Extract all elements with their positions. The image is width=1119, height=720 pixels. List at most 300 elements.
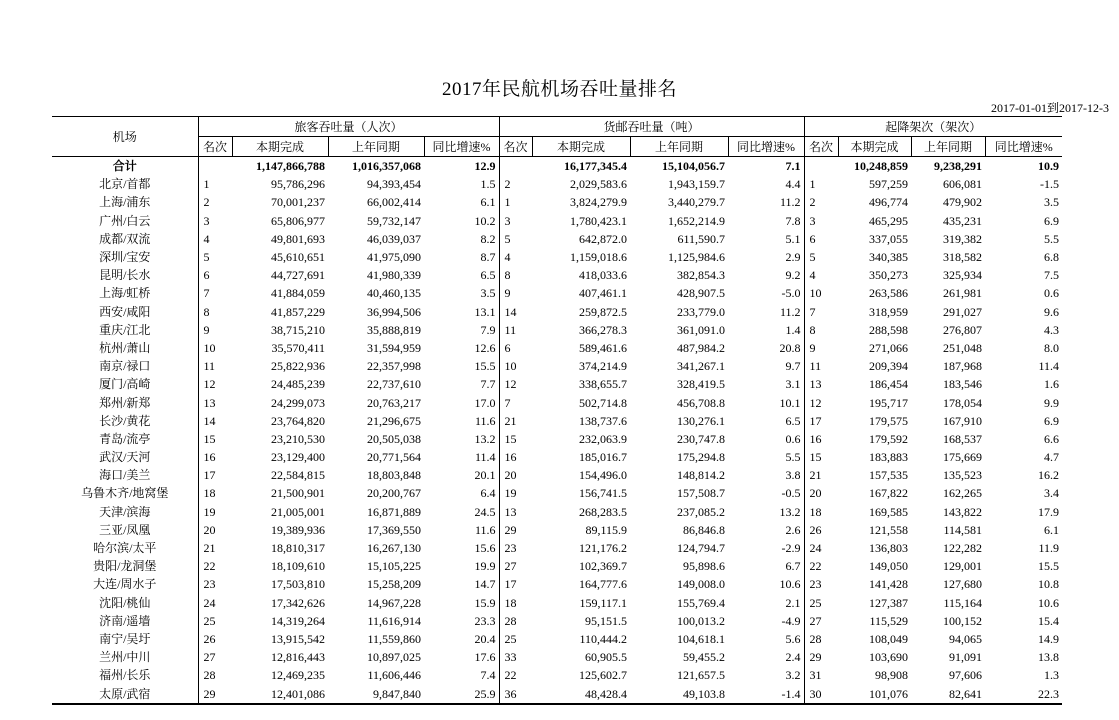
cargo-current-header: 本期完成 [532,137,630,157]
airport-name: 深圳/宝安 [99,250,151,265]
passenger-current: 12,816,443 [271,650,325,665]
table-row [52,303,1062,321]
airport-name: 广州/白云 [99,213,151,228]
flight-current: 103,690 [869,650,909,665]
passenger-current: 14,319,264 [271,613,325,628]
passenger-current: 41,857,229 [271,304,325,319]
flight-rank: 3 [804,212,838,230]
passenger-current: 35,570,411 [271,340,325,355]
passenger-rank: 5 [198,248,232,266]
airport-name: 郑州/新郑 [99,395,151,410]
passenger-growth: 14.7 [474,577,496,592]
flight-current-header: 本期完成 [838,137,911,157]
passenger-current: 13,915,542 [271,631,325,646]
table-row [52,630,1062,648]
cargo-rank: 25 [499,630,532,648]
passenger-previous: 11,616,914 [367,613,421,628]
passenger-rank: 15 [198,430,232,448]
passenger-growth: 15.9 [474,595,496,610]
passenger-previous: 10,897,025 [367,650,421,665]
passenger-rank: 17 [198,466,232,484]
cargo-previous: 428,907.5 [677,286,726,301]
cargo-rank: 28 [499,612,532,630]
table-row [52,594,1062,612]
passenger-growth: 8.2 [480,231,496,246]
flight-growth: 3.5 [1044,195,1060,210]
flight-current: 337,055 [869,231,909,246]
cargo-growth: 3.8 [785,468,801,483]
airport-name: 济南/遥墙 [99,613,151,628]
cargo-current: 121,176.2 [579,541,628,556]
cargo-previous: 3,440,279.7 [668,195,726,210]
cargo-rank: 4 [499,248,532,266]
flight-previous: 325,934 [943,268,983,283]
cargo-growth: 10.1 [779,395,801,410]
airport-name: 海口/美兰 [99,468,151,483]
passenger-previous: 20,200,767 [367,486,421,501]
airport-name: 福州/长乐 [99,668,151,683]
passenger-rank: 16 [198,448,232,466]
passenger-current: 12,401,086 [232,684,328,703]
cargo-current: 138,737.6 [579,413,628,428]
passenger-rank: 14 [198,412,232,430]
passenger-current: 24,299,073 [271,395,325,410]
cargo-rank: 21 [499,412,532,430]
flight-previous: 82,641 [911,684,985,703]
cargo-rank: 20 [499,466,532,484]
airport-name: 武汉/天河 [99,450,151,465]
flight-rank: 30 [804,684,838,703]
passenger-current: 18,810,317 [271,541,325,556]
total-passenger-growth: 12.9 [474,159,496,174]
passenger-previous: 15,105,225 [367,559,421,574]
airport-name: 兰州/中川 [99,650,151,665]
cargo-growth: -4.9 [781,613,801,628]
flight-rank: 28 [804,630,838,648]
flight-group-header: 起降架次（架次） [804,117,1062,137]
flight-current: 98,908 [875,668,909,683]
passenger-rank: 24 [198,594,232,612]
passenger-growth: 20.1 [474,468,496,483]
cargo-growth: 11.2 [779,304,801,319]
table-row [52,248,1062,266]
flight-rank: 22 [804,557,838,575]
flight-previous: 135,523 [943,468,983,483]
passenger-growth: 19.9 [474,559,496,574]
flight-current: 318,959 [869,304,909,319]
airport-name: 上海/浦东 [99,195,151,210]
cargo-current: 502,714.8 [579,395,628,410]
cargo-previous: 230,747.8 [677,431,726,446]
passenger-growth: 11.4 [474,450,496,465]
flight-growth: 4.3 [1044,322,1060,337]
airport-name: 哈尔滨/太平 [93,541,157,556]
passenger-current: 44,727,691 [271,268,325,283]
cargo-current: 95,151.5 [585,613,628,628]
flight-previous: 122,282 [943,541,983,556]
passenger-rank: 20 [198,521,232,539]
flight-growth: 6.6 [1044,431,1060,446]
passenger-rank: 13 [198,393,232,411]
flight-rank: 23 [804,575,838,593]
table-row [52,539,1062,557]
cargo-growth: 2.9 [785,250,801,265]
flight-current: 141,428 [869,577,909,592]
airport-name: 三亚/凤凰 [99,522,151,537]
passenger-rank: 19 [198,503,232,521]
passenger-rank: 26 [198,630,232,648]
cargo-previous: 59,455.2 [683,650,726,665]
cargo-previous: 148,814.2 [677,468,726,483]
total-passenger-previous: 1,016,357,068 [352,159,421,174]
flight-previous: 143,822 [943,504,983,519]
flight-growth: 11.9 [1038,541,1060,556]
flight-previous: 100,152 [943,613,983,628]
flight-previous: 318,582 [943,250,983,265]
flight-growth: 1.6 [1044,377,1060,392]
flight-current: 169,585 [869,504,909,519]
passenger-previous: 59,732,147 [367,213,421,228]
cargo-current: 374,214.9 [579,359,628,374]
airport-ranking-table [52,116,1062,705]
cargo-growth: 6.7 [785,559,801,574]
cargo-previous: 456,708.8 [677,395,726,410]
cargo-growth: 9.7 [785,359,801,374]
flight-rank: 5 [804,248,838,266]
date-range: 2017-01-01到2017-12-3 [991,101,1109,115]
cargo-previous: 487,984.2 [677,340,726,355]
table-row [52,339,1062,357]
flight-growth: 17.9 [1038,504,1060,519]
total-flight-current: 10,248,859 [854,159,909,174]
passenger-previous: 20,763,217 [367,395,421,410]
flight-rank: 6 [804,230,838,248]
flight-growth: 6.8 [1044,250,1060,265]
passenger-growth: 17.0 [474,395,496,410]
passenger-growth: 3.5 [480,286,496,301]
flight-previous: 127,680 [943,577,983,592]
cargo-growth: 6.5 [785,413,801,428]
total-cargo-growth: 7.1 [785,159,801,174]
flight-growth: 6.9 [1044,213,1060,228]
airport-name: 上海/虹桥 [99,286,151,301]
cargo-current: 259,872.5 [579,304,628,319]
flight-rank: 4 [804,266,838,284]
cargo-rank: 18 [499,594,532,612]
passenger-growth: 15.5 [474,359,496,374]
cargo-previous: 149,008.0 [677,577,726,592]
flight-current: 179,575 [869,413,909,428]
flight-previous: 94,065 [949,631,983,646]
cargo-current: 642,872.0 [579,231,628,246]
cargo-rank: 6 [499,339,532,357]
passenger-previous: 16,871,889 [367,504,421,519]
page-title: 2017年民航机场吞吐量排名 [441,79,677,100]
cargo-current: 89,115.9 [585,522,628,537]
total-row [52,157,1062,176]
cargo-growth: 3.1 [785,377,801,392]
passenger-growth: 17.6 [474,650,496,665]
passenger-growth: 1.5 [480,177,496,192]
passenger-growth: 24.5 [474,504,496,519]
passenger-growth: 12.6 [474,340,496,355]
passenger-growth: 11.6 [474,522,496,537]
flight-current: 263,586 [869,286,909,301]
total-flight-previous: 9,238,291 [934,159,983,174]
cargo-current: 1,780,423.1 [570,213,628,228]
cargo-growth: 5.1 [785,231,801,246]
passenger-growth: 8.7 [480,250,496,265]
flight-rank: 8 [804,321,838,339]
cargo-rank: 10 [499,357,532,375]
flight-growth: 15.5 [1038,559,1060,574]
flight-current: 195,717 [869,395,909,410]
cargo-previous: 104,618.1 [677,631,726,646]
passenger-growth: 13.1 [474,304,496,319]
cargo-growth: 20.8 [779,340,801,355]
table-row [52,575,1062,593]
passenger-rank: 9 [198,321,232,339]
passenger-rank: 3 [198,212,232,230]
flight-previous: 129,001 [943,559,983,574]
flight-rank: 16 [804,430,838,448]
flight-rank: 29 [804,648,838,666]
cargo-current: 156,741.5 [579,486,628,501]
cargo-growth: 2.1 [785,595,801,610]
flight-growth: 6.9 [1044,413,1060,428]
passenger-current: 21,005,001 [271,504,325,519]
cargo-current: 164,777.6 [579,577,628,592]
cargo-rank: 5 [499,230,532,248]
passenger-current: 95,786,296 [271,177,325,192]
flight-rank: 15 [804,448,838,466]
cargo-growth: -1.4 [728,684,804,703]
table-row [52,212,1062,230]
table-row [52,266,1062,284]
cargo-current: 268,283.5 [579,504,628,519]
flight-current: 121,558 [869,522,909,537]
flight-growth: 6.1 [1044,522,1060,537]
table-row [52,521,1062,539]
table-row [52,448,1062,466]
passenger-previous: 16,267,130 [367,541,421,556]
flight-growth: 8.0 [1044,340,1060,355]
passenger-rank: 23 [198,575,232,593]
flight-previous: 276,807 [943,322,983,337]
table-row [52,321,1062,339]
flight-previous: 114,581 [943,522,983,537]
flight-current: 597,259 [869,177,909,192]
flight-growth: 5.5 [1044,231,1060,246]
flight-rank: 26 [804,521,838,539]
table-row [52,393,1062,411]
passenger-current: 23,210,530 [271,431,325,446]
passenger-growth: 11.6 [474,413,496,428]
passenger-rank-header: 名次 [198,137,232,157]
flight-growth: 10.6 [1038,595,1060,610]
flight-previous: 97,606 [949,668,983,683]
passenger-previous: 94,393,454 [367,177,421,192]
airport-name: 西安/咸阳 [99,304,151,319]
flight-rank: 7 [804,303,838,321]
cargo-previous: 237,085.2 [677,504,726,519]
cargo-previous: 100,013.2 [677,613,726,628]
cargo-rank: 17 [499,575,532,593]
table-row [52,648,1062,666]
airport-name: 青岛/流亭 [99,431,151,446]
table-row [52,466,1062,484]
cargo-rank: 8 [499,266,532,284]
flight-current: 271,066 [869,340,909,355]
flight-rank: 10 [804,284,838,302]
cargo-previous: 86,846.8 [683,522,726,537]
passenger-rank: 1 [198,175,232,193]
flight-current: 179,592 [869,431,909,446]
airport-name: 南京/禄口 [99,359,151,374]
cargo-rank: 14 [499,303,532,321]
cargo-rank: 3 [499,212,532,230]
passenger-rank: 6 [198,266,232,284]
cargo-growth: 9.2 [785,268,801,283]
table-row [52,666,1062,684]
cargo-growth: 0.6 [785,431,801,446]
cargo-rank: 2 [499,175,532,193]
passenger-growth: 6.1 [480,195,496,210]
cargo-growth-header: 同比增速% [728,137,804,157]
flight-current: 288,598 [869,322,909,337]
table-row [52,375,1062,393]
flight-previous: 175,669 [943,450,983,465]
airport-name: 乌鲁木齐/地窝堡 [81,486,169,501]
cargo-previous: 121,657.5 [677,668,726,683]
passenger-current: 17,503,810 [271,577,325,592]
table-row [52,430,1062,448]
flight-growth: 16.2 [1038,468,1060,483]
cargo-growth: 11.2 [779,195,801,210]
flight-previous: 251,048 [943,340,983,355]
airport-name: 长沙/黄花 [99,413,151,428]
flight-growth: 3.4 [1044,486,1060,501]
flight-previous: 606,081 [943,177,983,192]
passenger-current: 18,109,610 [271,559,325,574]
airport-header: 机场 [52,117,198,157]
flight-previous: 479,902 [943,195,983,210]
cargo-rank: 36 [499,684,532,703]
passenger-growth: 10.2 [474,213,496,228]
flight-rank: 31 [804,666,838,684]
flight-previous: 115,164 [943,595,983,610]
passenger-current: 23,129,400 [271,450,325,465]
passenger-current: 22,584,815 [271,468,325,483]
flight-rank: 25 [804,594,838,612]
cargo-growth: 2.6 [785,522,801,537]
total-label: 合计 [112,159,137,174]
passenger-rank: 4 [198,230,232,248]
cargo-previous: 341,267.1 [677,359,726,374]
passenger-previous: 14,967,228 [367,595,421,610]
cargo-current: 102,369.7 [579,559,628,574]
passenger-growth: 23.3 [474,613,496,628]
flight-rank: 24 [804,539,838,557]
cargo-rank: 22 [499,666,532,684]
flight-rank: 18 [804,503,838,521]
flight-growth: 0.6 [1044,286,1060,301]
cargo-current: 159,117.1 [579,595,628,610]
cargo-growth: -2.9 [781,541,801,556]
passenger-growth: 20.4 [474,631,496,646]
flight-rank: 13 [804,375,838,393]
cargo-rank: 1 [499,193,532,211]
passenger-current: 65,806,977 [271,213,325,228]
total-flight-growth: 10.9 [1038,159,1060,174]
passenger-previous: 36,994,506 [367,304,421,319]
passenger-current-header: 本期完成 [232,137,328,157]
passenger-current: 21,500,901 [271,486,325,501]
flight-growth-header: 同比增速% [985,137,1062,157]
cargo-growth: 5.5 [785,450,801,465]
flight-growth: 9.9 [1044,395,1060,410]
table-row [52,503,1062,521]
flight-rank: 20 [804,484,838,502]
cargo-rank: 13 [499,503,532,521]
flight-rank: 9 [804,339,838,357]
cargo-rank-header: 名次 [499,137,532,157]
passenger-previous: 15,258,209 [367,577,421,592]
airport-name: 北京/首都 [99,177,151,192]
cargo-current: 1,159,018.6 [570,250,628,265]
flight-previous: 178,054 [943,395,983,410]
passenger-previous: 20,771,564 [367,450,421,465]
cargo-growth: -5.0 [781,286,801,301]
airport-name: 厦门/高崎 [99,377,151,392]
cargo-growth: 7.8 [785,213,801,228]
passenger-previous: 20,505,038 [367,431,421,446]
passenger-group-header: 旅客吞吐量（人次） [198,117,499,137]
flight-current: 496,774 [869,195,909,210]
flight-current: 340,385 [869,250,909,265]
passenger-current: 25,822,936 [271,359,325,374]
airport-name: 沈阳/桃仙 [99,595,151,610]
total-passenger-rank [198,157,232,176]
cargo-rank: 23 [499,539,532,557]
flight-current: 149,050 [869,559,909,574]
cargo-current: 418,033.6 [579,268,628,283]
passenger-previous-header: 上年同期 [328,137,424,157]
passenger-previous: 11,559,860 [367,631,421,646]
flight-previous: 261,981 [943,286,983,301]
flight-rank: 1 [804,175,838,193]
table-row [52,484,1062,502]
flight-previous: 183,546 [943,377,983,392]
cargo-growth: 10.6 [779,577,801,592]
flight-current: 127,387 [869,595,909,610]
passenger-growth: 7.9 [480,322,496,337]
total-passenger-current: 1,147,866,788 [256,159,325,174]
cargo-growth: 3.2 [785,668,801,683]
cargo-previous: 175,294.8 [677,450,726,465]
passenger-current: 24,485,239 [271,377,325,392]
passenger-previous: 35,888,819 [367,322,421,337]
cargo-current: 589,461.6 [579,340,628,355]
cargo-current: 407,461.1 [579,286,628,301]
cargo-current: 48,428.4 [532,684,630,703]
cargo-previous: 49,103.8 [630,684,728,703]
cargo-rank: 9 [499,284,532,302]
group-header-row [52,117,1062,137]
passenger-current: 23,764,820 [271,413,325,428]
flight-previous: 187,968 [943,359,983,374]
passenger-current: 12,469,235 [271,668,325,683]
